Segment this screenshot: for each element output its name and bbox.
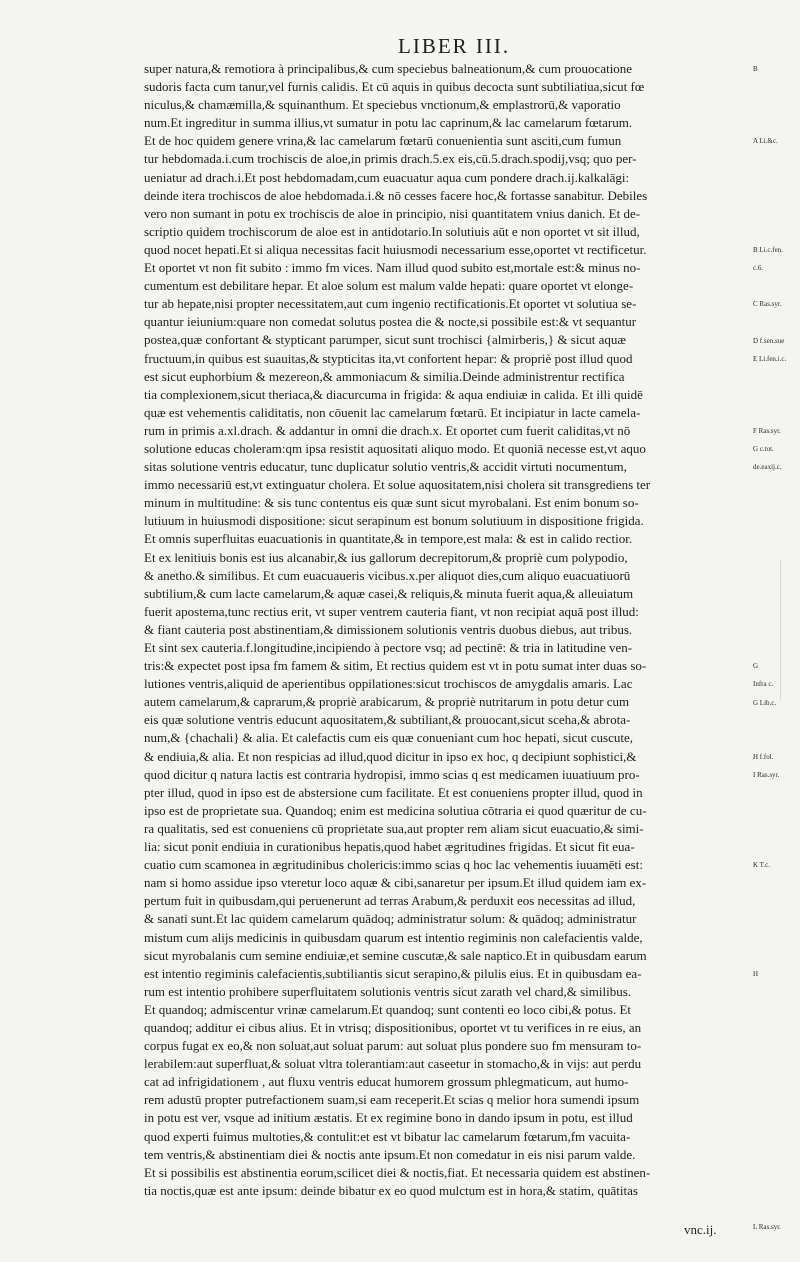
- text-line: sicut myrobalanis cum semine endiuiæ,et semine cuscutæ,& sale naptico.Et in quibusdam earum: [144, 947, 647, 963]
- text-line: sitas solutione ventris educatur, tunc duplicatur solutio ventris,& accidit virtuti nocumentum,: [144, 459, 627, 475]
- text-line: Et si possibilis est abstinentia eorum,scilicet diei & noctis,fiat. Et necessaria quidem est abstinen-: [144, 1164, 651, 1180]
- text-line: tem ventris,& abstinentiam diei & noctis ante ipsum.Et non comedatur in eis nisi parum valde.: [144, 1146, 636, 1162]
- text-line: Et oportet vt non fit subito : immo fm vices. Nam illud quod subito est,mortale est:& minus no-: [144, 260, 641, 276]
- text-line: fructuum,in quibus est suauitas,& stypticitas ita,vt confortent hepar: & propriè post illud quod: [144, 350, 633, 366]
- text-line: rum est intentio prohibere superfluitatem solutionis ventris sicut zarath vel chard,& similibus.: [144, 983, 632, 999]
- text-line: solutione educas choleram:qm ipsa resistit aquositati aliquo modo. Et quoniā necesse est,vt aquo: [144, 440, 646, 456]
- text-line: cumentum est debilitare hepar. Et aloe solum est malum valde hepati: quare oportet vt elonge-: [144, 278, 634, 294]
- text-line: & anetho.& similibus. Et cum euacuaueris vicibus.x.per aliquot dies,cum aliquo euacuatiuorū: [144, 567, 631, 583]
- text-line: tur hebdomada.i.cum trochiscis de aloe,in primis drach.5.ex eis,cū.5.drach.spodij,vsq; quo per-: [144, 151, 637, 167]
- text-line: est sicut euphorbium & mezereon,& ammoniacum & similia.Deinde administrentur rectifica: [144, 368, 625, 384]
- text-line: & sanati sunt.Et lac quidem camelarum quādoq; administratur solum: & quādoq; administratur: [144, 911, 637, 927]
- text-line: minum in multitudine: & sis tunc contentus eis quæ sunt sicut myrobalani. Est enim bonum so-: [144, 495, 639, 511]
- text-line: deinde itera trochiscos de aloe hebdomada.i.& nō cesses facere hoc,& fortasse sanabitur. Debiles: [144, 187, 648, 203]
- text-line: lutiuum in huiusmodi dispositione: sicut serapinum est bonum solutiuum in dispositione frigida.: [144, 513, 644, 529]
- text-line: eis quæ solutione ventris educunt aquositatem,& subtiliant,& prouocant,sicut sceha,& abrota-: [144, 712, 631, 728]
- text-line: num.Et ingreditur in summa illius,vt sumatur in potu lac caprinum,& lac camelarum fœtarum.: [144, 115, 633, 131]
- margin-note: C Ras.syr.: [753, 300, 782, 309]
- text-line: cuatio cum scamonea in ægritudinibus cholericis:immo scias q hoc lac vehementis iuuamēti est:: [144, 857, 643, 873]
- text-line: scriptio quidem trochiscorum de aloe est in antidotario.In solutiuis aūt e non oportet vt sit illud,: [144, 223, 640, 239]
- text-line: Et ex lenitiuis bonis est ius alcanabir,& ius gallorum decrepitorum,& propriè cum polypodio,: [144, 549, 628, 565]
- margin-note: F Ras.syr.: [753, 427, 781, 435]
- text-line: lutiones ventris,aliquid de aperientibus oppilationes:sicut trochiscos de amygdalis amaris. Lac: [144, 676, 633, 692]
- text-line: niculus,& chamæmilla,& squinanthum. Et speciebus vnctionum,& emplastrorū,& vaporatio: [144, 97, 621, 113]
- text-line: super natura,& remotiora à principalibus,& cum speciebus balneationum,& cum prouocatione: [144, 61, 633, 76]
- text-line: autem camelarum,& caprarum,& propriè arabicarum, & propriè nutritarum in potu detur cum: [144, 694, 630, 710]
- text-line: Et de hoc quidem genere vrina,& lac camelarum fœtarū conuenientia sunt asciti,cum fumun: [144, 133, 622, 149]
- text-line: & endiuia,& alia. Et non respicias ad illud,quod dicitur in ipso ex hoc, q decipiunt sophistici,&: [144, 748, 637, 764]
- text-line: tur ab hepate,nisi propter necessitatem,aut cum ingenio rectificationis.Et oportet vt solutiua se-: [144, 296, 637, 312]
- margin-note: E Li.fen.i.c.: [753, 354, 787, 363]
- text-line: quæ est vehementis caliditatis, non cōuenit lac camelarum fœtarū. Et incipiatur in lacte camela-: [144, 404, 641, 420]
- text-line: corpus fugat ex eo,& non soluat,aut soluat parum: aut soluat plus pondere suo fm mensuram to-: [144, 1038, 642, 1054]
- text-line: quod dicitur q natura lactis est contraria hydropisi, immo scias q est medicamen iuuatiuum pro-: [144, 766, 640, 782]
- margin-note: H: [753, 970, 759, 978]
- text-line: postea,quæ confortant & stypticant parumper, sicut sunt trochisci {almirberis,} & sicut aquæ: [144, 332, 627, 348]
- text-line: rum in primis a.xl.drach. & addantur in omni die drach.x. Et oportet cum fuerit caliditas,vt nō: [144, 422, 631, 438]
- margin-note: A Li.&c.: [753, 137, 778, 146]
- margin-note: G c.tot.: [753, 445, 774, 454]
- text-line: tris:& expectet post ipsa fm famem & sitim, Et rectius quidem est vt in potu sumat inter duas so-: [144, 658, 647, 674]
- text-line: quantur ieiunium:quare non comedat solutus postea die & nocte,si possibile est:& vt sequantur: [144, 314, 637, 330]
- text-line: lia: sicut ponit endiuia in curationibus hepatis,quod habet ægritudines frigidas. Et sicut fit eua-: [144, 839, 635, 855]
- margin-note: G: [753, 662, 759, 671]
- text-line: vero non sumant in potu ex trochiscis de aloe in principio, nisi quantitatem vnius danich. Et de-: [144, 205, 641, 221]
- text-line: Et quandoq; admiscentur vrinæ camelarum.Et quandoq; sunt contenti eo loco cibi,& potus. Et: [144, 1001, 632, 1017]
- margin-note: B Li.c.fen.: [753, 246, 783, 254]
- margin-note: B: [753, 65, 758, 73]
- text-line: rem adustū propter putrefactionem suam,si eam receperit.Et scias q melior hora sumendi ipsum: [144, 1092, 640, 1108]
- margin-note: I Ras.syr.: [753, 770, 780, 779]
- text-line: ipso est de proprietate sua. Quandoq; enim est medicina solutiua cōtraria ei quod quæritur de cu-: [144, 802, 647, 818]
- text-line: est intentio regiminis calefacientis,subtiliantis sicut serapino,& pilulis eius. Et in quibusdam ea-: [144, 965, 642, 981]
- catchword: vnc.ij.: [684, 1222, 717, 1237]
- text-line: tia noctis,quæ est ante ipsum: deinde bibatur ex eo quod mulctum est in hora,& statim, quātitas: [144, 1182, 638, 1198]
- margin-note: de.eaxij.c.: [753, 463, 782, 472]
- margin-note: G Lib.c.: [753, 698, 777, 707]
- text-line: quod experti fuimus multoties,& contulit:et est vt bibatur lac camelarum fœtarum,fm vacuita-: [144, 1128, 631, 1144]
- text-line: cat ad infrigidationem , aut fluxu ventris educat humorem grossum phlegmaticum, aut humo-: [144, 1074, 629, 1090]
- page-title: LIBER III.: [398, 34, 511, 58]
- text-line: quandoq; additur ei cibus alius. Et in vtrisq; dispositionibus, oportet vt tu verifices in re eius, an: [144, 1019, 642, 1035]
- margin-note: L Ras.syr.: [753, 1223, 781, 1232]
- running-head: [0, 28, 800, 62]
- text-line: pter illud, quod in ipso est de abstersione cum facilitate. Et est conueniens propter illud, quod in: [144, 784, 643, 800]
- margin-note: K T.c.: [753, 861, 771, 870]
- text-line: tia complexionem,sicut theriaca,& diacurcuma in frigida: & aqua endiuiæ in calida. Et illi quidē: [144, 386, 643, 402]
- margin-note: c.6.: [753, 264, 764, 273]
- text-line: & fiant cauteria post abstinentiam,& dimissionem solutionis ventris duobus diebus, aut tribus.: [144, 621, 633, 637]
- text-line: sudoris facta cum tanur,vel furnis calidis. Et cū aquis in quibus decocta sunt subtiliatiua,sicut fœ: [144, 79, 645, 95]
- text-line: immo necessariū est,vt extinguatur cholera. Et solue aquositatem,nisi cholera sit transgrediens ter: [144, 477, 651, 493]
- text-line: ueniatur ad drach.i.Et post hebdomadam,cum euacuatur aqua cum pondere drach.ij.kalkalāgi:: [144, 169, 630, 185]
- text-line: lerabilem:aut superfluat,& soluat vltra tolerantiam:aut caseetur in stomacho,& in vijs: aut perdu: [144, 1056, 642, 1072]
- margin-note: Infra c.: [753, 680, 774, 689]
- text-line: fuerit apostema,tunc rectius erit, vt super ventrem cauteria fiant, vt non recipiat aquā post illud:: [144, 603, 639, 619]
- text-line: nam si homo assidue ipso vteretur loco aquæ & cibi,sanaretur per ipsum.Et illud quidem iam ex-: [144, 875, 647, 891]
- text-line: ra qualitatis, sed est conueniens cū proprietate sua,aut propter rem aliam sicut euacuatio,& simi-: [144, 820, 644, 836]
- text-line: Et omnis superfluitas euacuationis in quantitate,& in tempore,est mala: & est in calido rectior.: [144, 531, 633, 547]
- main-text-column: [144, 60, 748, 1200]
- text-line: in potu est ver, vsque ad initium æstatis. Et ex regimine bono in dando ipsum in potu, est illud: [144, 1110, 633, 1126]
- text-line: num,& {chachali} & alia. Et calefactis cum eis quæ conueniant cum hoc hepati, sicut cuscute,: [144, 730, 633, 746]
- text-line: mistum cum alijs medicinis in quibusdam quarum est intentio regiminis non calefacientis valde,: [144, 929, 643, 945]
- page-edge-shadow: [780, 560, 789, 700]
- margin-note: D f.sen.sue: [753, 336, 785, 345]
- margin-note: H f.fol.: [753, 752, 774, 761]
- text-line: quod nocet hepati.Et si aliqua necessitas facit huiusmodi necessarium esse,oportet vt rectificetur.: [144, 241, 647, 257]
- text-line: Et sint sex cauteria.f.longitudine,incipiendo à pectore vsq; ad pectinē: & tria in latitudine ven-: [144, 640, 633, 655]
- text-line: subtilium,& cum lacte camelarum,& aquæ casei,& reliquis,& minuta fuerit aqua,& alleuiatum: [144, 585, 634, 601]
- text-line: pertum fuit in quibusdam,qui peruenerunt ad terras Arabum,& perduxit eos necessitas ad illud,: [144, 893, 636, 909]
